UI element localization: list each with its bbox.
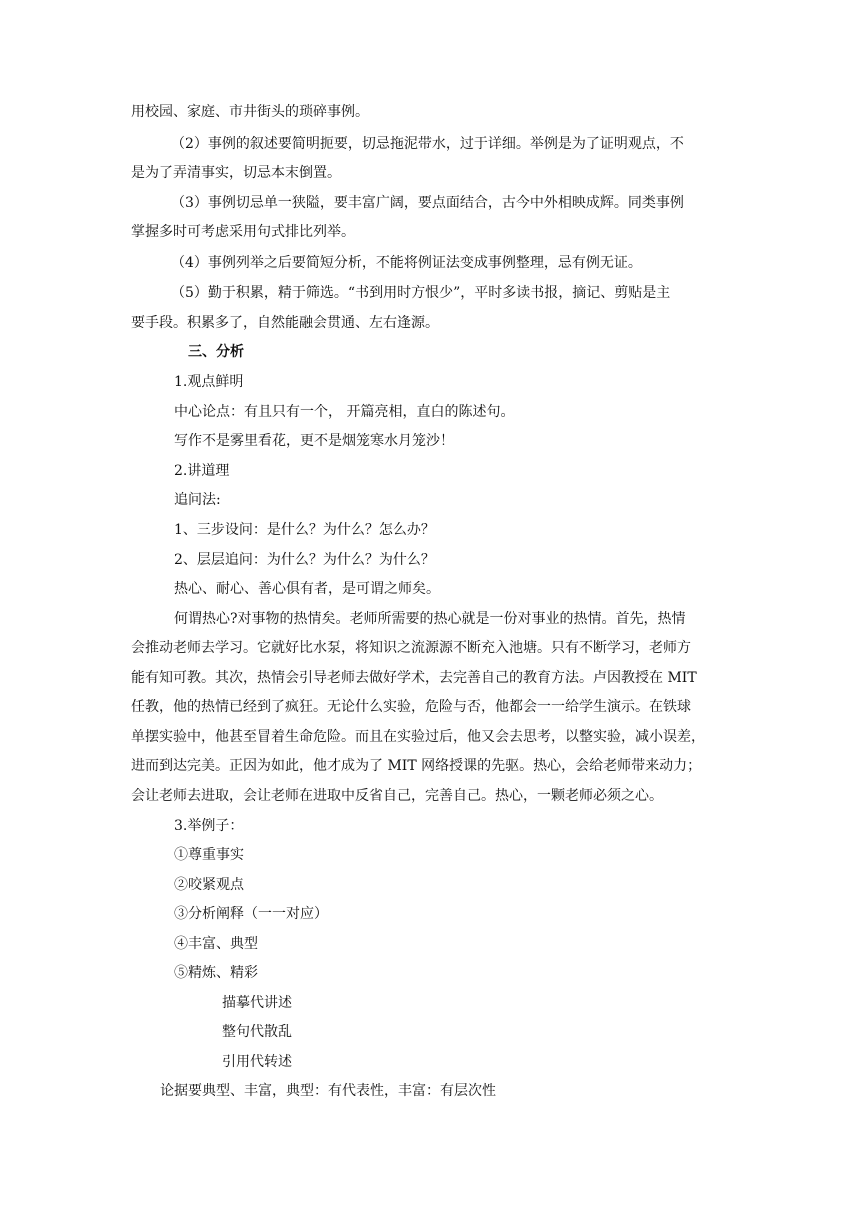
- text-line: 能有知可教。其次，热情会引导老师去做好学术，去完善自己的教育方法。卢因教授在 MIT: [131, 670, 697, 686]
- list-item: ④丰富、典型: [174, 936, 258, 952]
- text-line: 进而到达完美。正因为如此，他才成为了 MIT 网络授课的先驱。热心，会给老师带来动力；: [131, 758, 702, 774]
- text-line: （4）事例列举之后要简短分析，不能将例证法变成事例整理，忌有例无证。: [171, 255, 642, 271]
- text-line: 写作不是雾里看花，更不是烟笼寒水月笼沙！: [174, 433, 454, 449]
- text-line: 任教，他的热情已经到了疯狂。无论什么实验，危险与否，他都会一一给学生演示。在铁球: [131, 699, 691, 715]
- sub-list-item: 描摹代讲述: [222, 995, 292, 1011]
- list-item: ①尊重事实: [174, 847, 244, 863]
- text-line: 要手段。积累多了，自然能融会贯通、左右逢源。: [131, 315, 439, 331]
- sub-list-item: 引用代转述: [222, 1054, 292, 1070]
- subheading: 1.观点鲜明: [174, 374, 244, 390]
- text-line: 热心、耐心、善心俱有者，是可谓之师矣。: [174, 581, 440, 597]
- text-line: 是为了弄清事实，切忌本末倒置。: [131, 165, 341, 181]
- list-item: ②咬紧观点: [174, 877, 244, 893]
- text-line: 追问法:: [174, 492, 221, 508]
- text-line: 掌握多时可考虑采用句式排比列举。: [131, 224, 355, 240]
- text-line: （5）勤于积累，精于筛选。“书到用时方恨少”，平时多读书报，摘记、剪贴是主: [171, 285, 671, 301]
- text-line: （2）事例的叙述要简明扼要，切忌拖泥带水，过于详细。举例是为了证明观点，不: [171, 136, 684, 152]
- text-line: 用校园、家庭、市井街头的琐碎事例。: [131, 104, 369, 120]
- text-line: 论据要典型、丰富，典型：有代表性，丰富：有层次性: [160, 1083, 496, 1099]
- list-item: ⑤精炼、精彩: [174, 965, 258, 981]
- sub-list-item: 整句代散乱: [222, 1024, 292, 1040]
- text-line: 单摆实验中，他甚至冒着生命危险。而且在实验过后，他又会去思考，以整实验，减小误差，: [131, 729, 705, 745]
- subheading: 3.举例子：: [174, 818, 244, 834]
- text-line: 2、层层追问：为什么？为什么？为什么？: [174, 552, 435, 568]
- list-item: ③分析阐释（一一对应）: [174, 906, 328, 922]
- text-line: 会推动老师去学习。它就好比水泵，将知识之流源源不断充入池塘。只有不断学习，老师方: [131, 640, 691, 656]
- text-line: 何谓热心?对事物的热情矣。老师所需要的热心就是一份对事业的热情。首先，热情: [174, 611, 686, 627]
- text-line: 1、三步设问：是什么？为什么？怎么办？: [174, 522, 435, 538]
- text-line: （3）事例切忌单一狭隘，要丰富广阔，要点面结合，古今中外相映成辉。同类事例: [171, 195, 684, 211]
- subheading: 2.讲道理: [174, 463, 230, 479]
- text-line: 会让老师去进取，会让老师在进取中反省自己，完善自己。热心，一颗老师必须之心。: [131, 788, 663, 804]
- section-heading: 三、分析: [188, 344, 244, 360]
- text-line: 中心论点：有且只有一个， 开篇亮相，直白的陈述句。: [174, 404, 515, 420]
